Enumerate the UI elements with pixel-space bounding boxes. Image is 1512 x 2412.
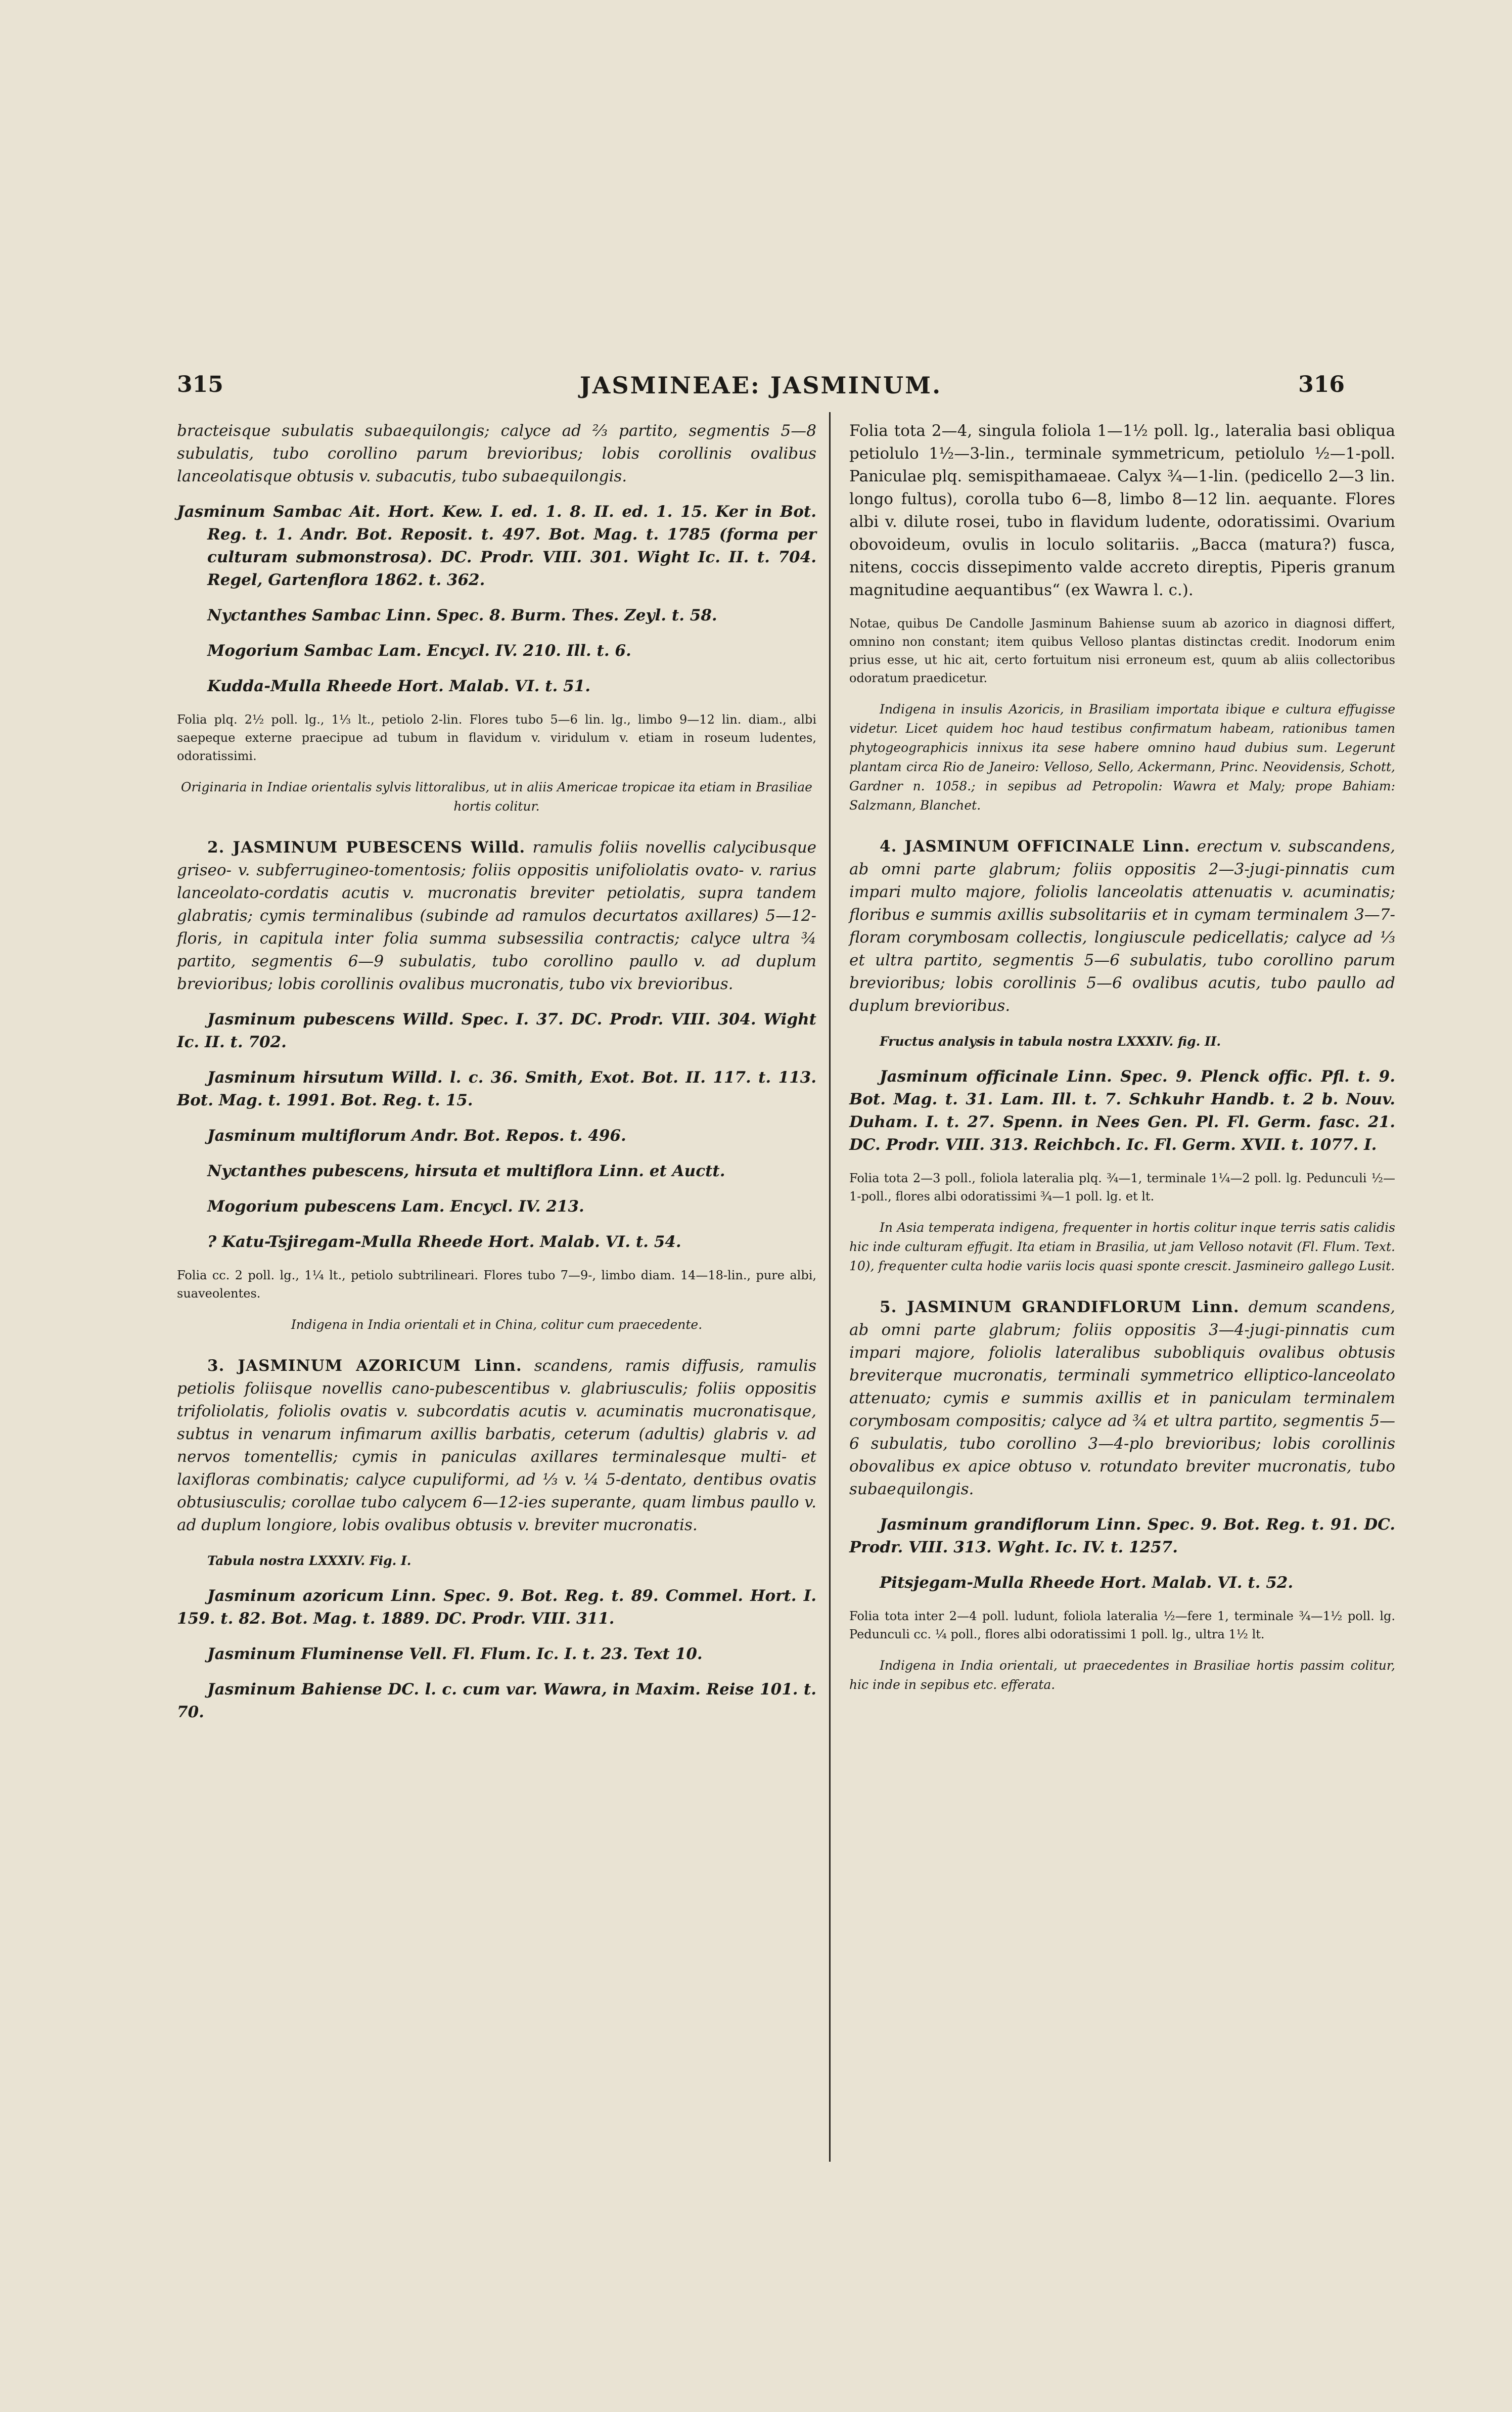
species-5-description: demum scandens, ab omni parte glabrum; foliis oppositis 3—4-jugi-pinnatis cum impari majore, foliolis lateralibus subobliquis ovalibus obtusis breviterque mucronatis, terminali symmetrico elliptico-lanceolato attenuato; cymis e summis axillis et in paniculam terminalem corymbosam compositis; calyce ad ¾ et ultra partito, segmentis 5—6 subulatis, tubo corollino 3—4-plo brevioribus; lobis corollinis obovalibus ex apice obtuso v. rotundato breviter mucronatis, tubo subaequilongis. — [849, 1298, 1395, 1498]
species-4-citation: Jasminum officinale Linn. Spec. 9. Plenck offic. Pfl. t. 9. Bot. Mag. t. 31. Lam. Ill. t. 7. Schkuhr Handb. t. 2 b. Nouv. Duham. I. t. 27. Spenn. in Nees Gen. Pl. Fl. Germ. fasc. 21. DC. Prodr. VIII. 313. Reichbch. Ic. Fl. Germ. XVII. t. 1077. I. — [849, 1067, 1395, 1154]
species-4-description: erectum v. subscandens, ab omni parte glabrum; foliis oppositis 2—3-jugi-pinnatis cum impari multo majore, foliolis lanceolatis attenuatis v. acuminatis; floribus e summis axillis subsolitariis et in cymam terminalem 3—7-floram corymbosam collectis, longiuscule pedicellatis; calyce ad ⅓ et ultra partito, segmentis 5—6 subulatis, tubo corollino parum brevioribus; lobis corollinis 5—6 ovalibus acutis, tubo paullo ad duplum brevioribus. — [849, 837, 1395, 1015]
species-2-folia-description: Folia cc. 2 poll. lg., 1¼ lt., petiolo subtrilineari. Flores tubo 7—9-, limbo diam. 14—18-lin., pure albi, suaveolentes. — [177, 1268, 816, 1301]
species-5-citation: Pitsjegam-Mulla Rheede Hort. Malab. VI. t. 52. — [880, 1574, 1294, 1592]
right-column — [849, 420, 1395, 1707]
species-2-citation: Nyctanthes pubescens, hirsuta et multiflora Linn. et Auctt. — [207, 1162, 725, 1180]
species-4-distribution-note: In Asia temperata indigena, frequenter in hortis colitur inque terris satis calidis hic inde culturam effugit. Ita etiam in Brasilia, ut jam Velloso notavit (Fl. Flum. Text. 10), frequenter culta hodie variis locis quasi sponte crescit. Jasmineiro gallego Lusit. — [849, 1220, 1395, 1273]
species-5-citation: Jasminum grandiflorum Linn. Spec. 9. Bot. Reg. t. 91. DC. Prodr. VIII. 313. Wght. Ic. IV. t. 1257. — [849, 1515, 1395, 1556]
species-2-citation: Jasminum multiflorum Andr. Bot. Repos. t. 496. — [207, 1127, 626, 1145]
running-title: JASMINEAE: JASMINUM. — [579, 372, 942, 399]
species-2-description: ramulis foliis novellis calycibusque griseo- v. subferrugineo-tomentosis; foliis oppositis unifoliolatis ovato- v. rarius lanceolato-cordatis acutis v. mucronatis breviter petiolatis, supra tandem glabratis; cymis terminalibus (subinde ad ramulos decurtatos axillares) 5—12-floris, in capitula inter folia summa subsessilia contractis; calyce ultra ¾ partito, segmentis 6—9 subulatis, tubo corollino paullo v. ad duplum brevioribus; lobis corollinis ovalibus mucronatis, tubo vix brevioribus. — [177, 838, 817, 993]
species-3-paragraph — [177, 1355, 816, 1537]
sambac-citation: Kudda-Mulla Rheede Hort. Malab. VI. t. 51. — [207, 677, 591, 695]
species-2-citation: ? Katu-Tsjiregam-Mulla Rheede Hort. Malab. VI. t. 54. — [207, 1233, 681, 1251]
species-5-title: 5. JASMINUM GRANDIFLORUM Linn. — [880, 1298, 1240, 1316]
species-2-distribution-note: Indigena in India orientali et in China, colitur cum praecedente. — [291, 1317, 703, 1332]
species-3-citation: Jasminum Fluminense Vell. Fl. Flum. Ic. I. t. 23. Text 10. — [207, 1645, 703, 1663]
sambac-citation: Mogorium Sambac Lam. Encycl. IV. 210. Ill. t. 6. — [207, 642, 631, 660]
sambac-distribution-note: Originaria in Indiae orientalis sylvis littoralibus, ut in aliis Americae tropicae ita etiam in Brasiliae hortis colitur. — [181, 780, 812, 814]
azoricum-distribution-note: Indigena in insulis Azoricis, in Brasiliam importata ibique e cultura effugisse videtur. Licet quidem hoc haud testibus confirmatum habeam, rationibus tamen phytogeographicis innixus ita sese habere omnino haud dubius sum. Legerunt plantam circa Rio de Janeiro: Velloso, Sello, Ackermann, Princ. Neovidensis, Schott, Gardner n. 1058.; in sepibus ad Petropolin: Wawra et Maly; prope Bahiam: Salzmann, Blanchet. — [849, 702, 1395, 813]
species-2-citation: Jasminum hirsutum Willd. l. c. 36. Smith, Exot. Bot. II. 117. t. 113. Bot. Mag. t. 1991. Bot. Reg. t. 15. — [177, 1068, 816, 1109]
species-5-paragraph — [849, 1296, 1395, 1501]
left-page-number: 315 — [177, 372, 223, 397]
azoricum-folia-description: Folia tota 2—4, singula foliola 1—1½ poll. lg., lateralia basi obliqua petiolulo 1½—3-lin., terminale symmetricum, petiolulo ½—1-poll. Paniculae plq. semispithamaeae. Calyx ¾—1-lin. (pedicello 2—3 lin. longo fultus), corolla tubo 6—8, limbo 8—12 lin. aequante. Flores albi v. dilute rosei, tubo in flavidum ludente, odoratissimi. Ovarium obovoideum, ovulis in loculo solitariis. „Bacca (matura?) fusca, nitens, coccis dissepimento valde accreto direptis, Piperis granum magnitudine aequantibus“ (ex Wawra l. c.). — [849, 422, 1395, 599]
right-page-number: 316 — [1298, 372, 1345, 397]
species-4-folia-description: Folia tota 2—3 poll., foliola lateralia plq. ¾—1, terminale 1¼—2 poll. lg. Pedunculi ½—1-poll., flores albi odoratissimi ¾—1 poll. lg. et lt. — [849, 1171, 1395, 1203]
sambac-citation: Nyctanthes Sambac Linn. Spec. 8. Burm. Thes. Zeyl. t. 58. — [207, 606, 717, 624]
azoricum-notae: Notae, quibus De Candolle Jasminum Bahiense suum ab azorico in diagnosi differt, omnino non constant; item quibus Velloso plantas distinctas credit. Inodorum enim prius esse, ut hic ait, certo fortuitum nisi erroneum est, quum ab aliis collectoribus odoratum praedicetur. — [849, 616, 1395, 685]
species-3-description: scandens, ramis diffusis, ramulis petiolis foliisque novellis cano-pubescentibus v. glabriusculis; foliis oppositis trifoliolatis, foliolis ovatis v. subcordatis acutis v. acuminatis mucronatisque, subtus in venarum infimarum axillis barbatis, ceterum (adultis) glabris v. ad nervos tomentellis; cymis in paniculas axillares terminalesque multi- et laxifloras combinatis; calyce cupuliformi, ad ⅓ v. ¼ 5-dentato, dentibus ovatis obtusiusculis; corollae tubo calycem 6—12-ies superante, quam limbus paullo v. ad duplum longiore, lobis ovalibus obtusis v. breviter mucronatis. — [177, 1357, 817, 1534]
species-4-title: 4. JASMINUM OFFICINALE Linn. — [880, 837, 1190, 856]
species-2-citation: Jasminum pubescens Willd. Spec. I. 37. DC. Prodr. VIII. 304. Wight Ic. II. t. 702. — [177, 1010, 816, 1051]
species-3-title: 3. JASMINUM AZORICUM Linn. — [207, 1357, 522, 1375]
species-2-title: 2. JASMINUM PUBESCENS Willd. — [207, 838, 526, 857]
left-column — [177, 420, 816, 1736]
species-5-folia-description: Folia tota inter 2—4 poll. ludunt, foliola lateralia ½—fere 1, terminale ¾—1½ poll. lg. Pedunculi cc. ¼ poll., flores albi odoratissimi 1 poll. lg., ultra 1½ lt. — [849, 1609, 1395, 1641]
species-2-paragraph — [177, 836, 816, 996]
sambac-intro: bracteisque subulatis subaequilongis; calyce ad ⅔ partito, segmentis 5—8 subulatis, tubo corollino parum brevioribus; lobis corollinis ovalibus lanceolatisque obtusis v. subacutis, tubo subaequilongis. — [177, 422, 816, 485]
species-2-citation: Mogorium pubescens Lam. Encycl. IV. 213. — [207, 1197, 584, 1216]
species-3-citation: Jasminum Bahiense DC. l. c. cum var. Wawra, in Maxim. Reise 101. t. 70. — [177, 1680, 816, 1721]
species-5-distribution-note: Indigena in India orientali, ut praecedentes in Brasiliae hortis passim colitur, hic inde in sepibus etc. efferata. — [849, 1658, 1395, 1692]
species-4-fruit-reference: Fructus analysis in tabula nostra LXXXIV. fig. II. — [880, 1034, 1221, 1049]
sambac-citation: Jasminum Sambac Ait. Hort. Kew. I. ed. 1. 8. II. ed. 1. 15. Ker in Bot. Reg. t. 1. Andr. Bot. Reposit. t. 497. Bot. Mag. t. 1785 (forma per culturam submonstrosa). DC. Prodr. VIII. 301. Wight Ic. II. t. 704. Regel, Gartenflora 1862. t. 362. — [177, 503, 816, 589]
column-divider — [829, 412, 831, 2162]
sambac-folia-description: Folia plq. 2½ poll. lg., 1⅓ lt., petiolo 2-lin. Flores tubo 5—6 lin. lg., limbo 9—12 lin. diam., albi saepeque externe praecipue ad tubum in flavidum v. viridulum v. etiam in roseum ludentes, odoratissimi. — [177, 712, 816, 763]
page-header — [177, 372, 1345, 407]
species-3-citation: Jasminum azoricum Linn. Spec. 9. Bot. Reg. t. 89. Commel. Hort. I. 159. t. 82. Bot. Mag. t. 1889. DC. Prodr. VIII. 311. — [177, 1587, 816, 1628]
species-4-paragraph — [849, 835, 1395, 1017]
species-3-plate-reference: Tabula nostra LXXXIV. Fig. I. — [207, 1553, 411, 1568]
